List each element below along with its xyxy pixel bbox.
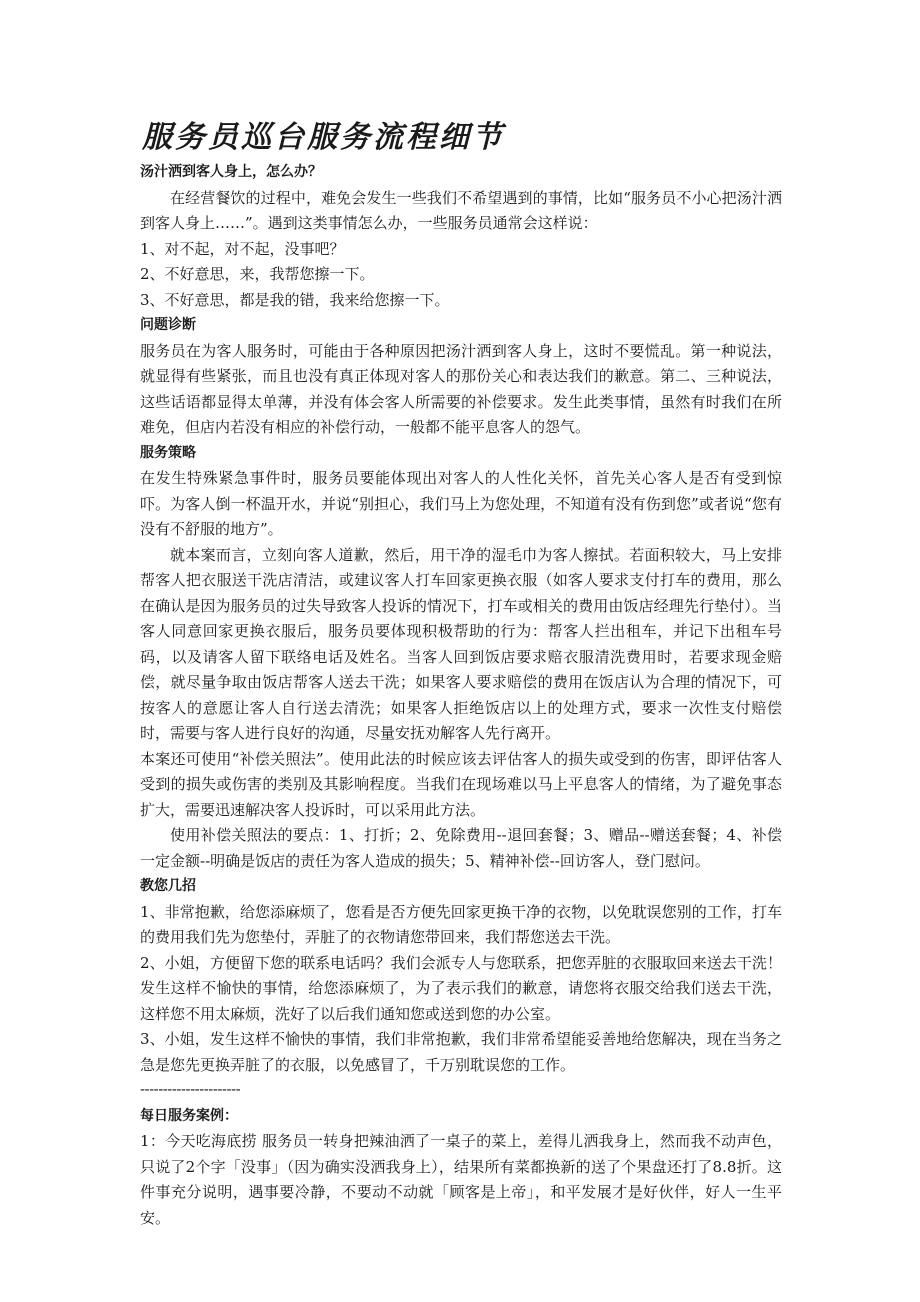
section-heading-problem: 汤汁洒到客人身上，怎么办？ — [140, 164, 322, 180]
section-heading-daily-case: 每日服务案例： — [140, 1107, 238, 1124]
tip-item: 1、非常抱歉，给您添麻烦了，您看是否方便先回家更换干净的衣物，以免耽误您别的工作，打车的费用我们先为您垫付，弄脏了的衣物请您带回来，我们帮您送去干洗。 — [140, 902, 782, 946]
separator-line: ---------------------- — [140, 1082, 241, 1098]
section-heading-tips: 教您几招 — [140, 878, 196, 894]
strategy-paragraph-3: 本案还可使用“补偿关照法”。使用此法的时候应该去评估客人的损失或受到的伤害，即评估客人受到的损失或伤害的类别及其影响程度。当我们在现场难以马上平息客人的情绪，为了避免事态扩大，需要迅速解决客人投诉时，可以采用此方法。 — [140, 749, 782, 819]
list-item: 1、对不起，对不起，没事吧？ — [140, 239, 345, 258]
strategy-paragraph-1: 在发生特殊紧急事件时，服务员要能体现出对客人的人性化关怀，首先关心客人是否有受到惊吓。为客人倒一杯温开水，并说“别担心，我们马上为您处理，不知道有没有伤到您”或者说“您有没有不舒服的地方”。 — [140, 469, 782, 538]
strategy-paragraph-2: 就本案而言，立刻向客人道歉，然后，用干净的湿毛巾为客人擦拭。若面积较大，马上安排帮客人把衣服送干洗店清洁，或建议客人打车回家更换衣服（如客人要求支付打车的费用，那么在确认是因为服务员的过失导致客人投诉的情况下，打车或相关的费用由饭店经理先行垫付）。当客人同意回家更换衣服后，服务员要体现积极帮助的行为：帮客人拦出租车，并记下出租车号码，以及请客人留下联络电话及姓名。当客人回到饭店要求赔衣服清洗费用时，若要求现金赔偿，就尽量争取由饭店帮客人送去干洗；如果客人要求赔偿的费用在饭店认为合理的情况下，可按客人的意愿让客人自行送去清洗；如果客人拒绝饭店以上的处理方式，要求一次性支付赔偿时，需要与客人进行良好的沟通，尽量安抚劝解客人先行离开。 — [140, 545, 782, 742]
tip-item: 3、小姐，发生这样不愉快的事情，我们非常抱歉，我们非常希望能妥善地给您解决，现在当务之急是您先更换弄脏了的衣服，以免感冒了，千万别耽误您的工作。 — [140, 1030, 782, 1074]
diagnosis-paragraph: 服务员在为客人服务时，可能由于各种原因把汤汁洒到客人身上，这时不要慌乱。第一种说法，就显得有些紧张，而且也没有真正体现对客人的那份关心和表达我们的歉意。第二、三种说法，这些话语都显得太单薄，并没有体会客人所需要的补偿要求。发生此类事情，虽然有时我们在所难免，但店内若没有相应的补偿行动，一般都不能平息客人的怨气。 — [140, 341, 782, 436]
list-item: 3、不好意思，都是我的错，我来给您擦一下。 — [140, 290, 450, 309]
list-item: 2、不好意思，来，我帮您擦一下。 — [140, 265, 375, 283]
section-heading-diagnosis: 问题诊断 — [140, 317, 196, 333]
tip-item: 2、小姐，方便留下您的联系电话吗？我们会派专人与您联系，把您弄脏的衣服取回来送去干洗！发生这样不愉快的事情，给您添麻烦了，为了表示我们的歉意，请您将衣服交给我们送去干洗，这样您不用太麻烦，洗好了以后我们通知您或送到您的办公室。 — [140, 953, 782, 1023]
strategy-paragraph-4: 使用补偿关照法的要点：1、打折；2、免除费用--退回套餐；3、赠品--赠送套餐；4、补偿一定金额--明确是饭店的责任为客人造成的损失；5、精神补偿--回访客人，登门慰问。 — [140, 826, 782, 870]
intro-paragraph: 在经营餐饮的过程中，难免会发生一些我们不希望遇到的事情，比如“服务员不小心把汤汁洒到客人身上……”。遇到这类事情怎么办，一些服务员通常会这样说： — [140, 188, 782, 232]
document-body — [140, 118, 782, 1231]
daily-case-paragraph: 1：今天吃海底捞 服务员一转身把辣油洒了一桌子的菜上，差得儿洒我身上，然而我不动声色，只说了2个字「没事」（因为确实没洒我身上），结果所有菜都换新的送了个果盘还打了8.8折。这件事充分说明，遇事要冷静，不要动不动就「顾客是上帝」，和平发展才是好伙伴，好人一生平安。 — [140, 1132, 782, 1227]
document-title: 服务员巡台服务流程细节 — [142, 120, 505, 155]
section-heading-strategy: 服务策略 — [140, 444, 196, 461]
